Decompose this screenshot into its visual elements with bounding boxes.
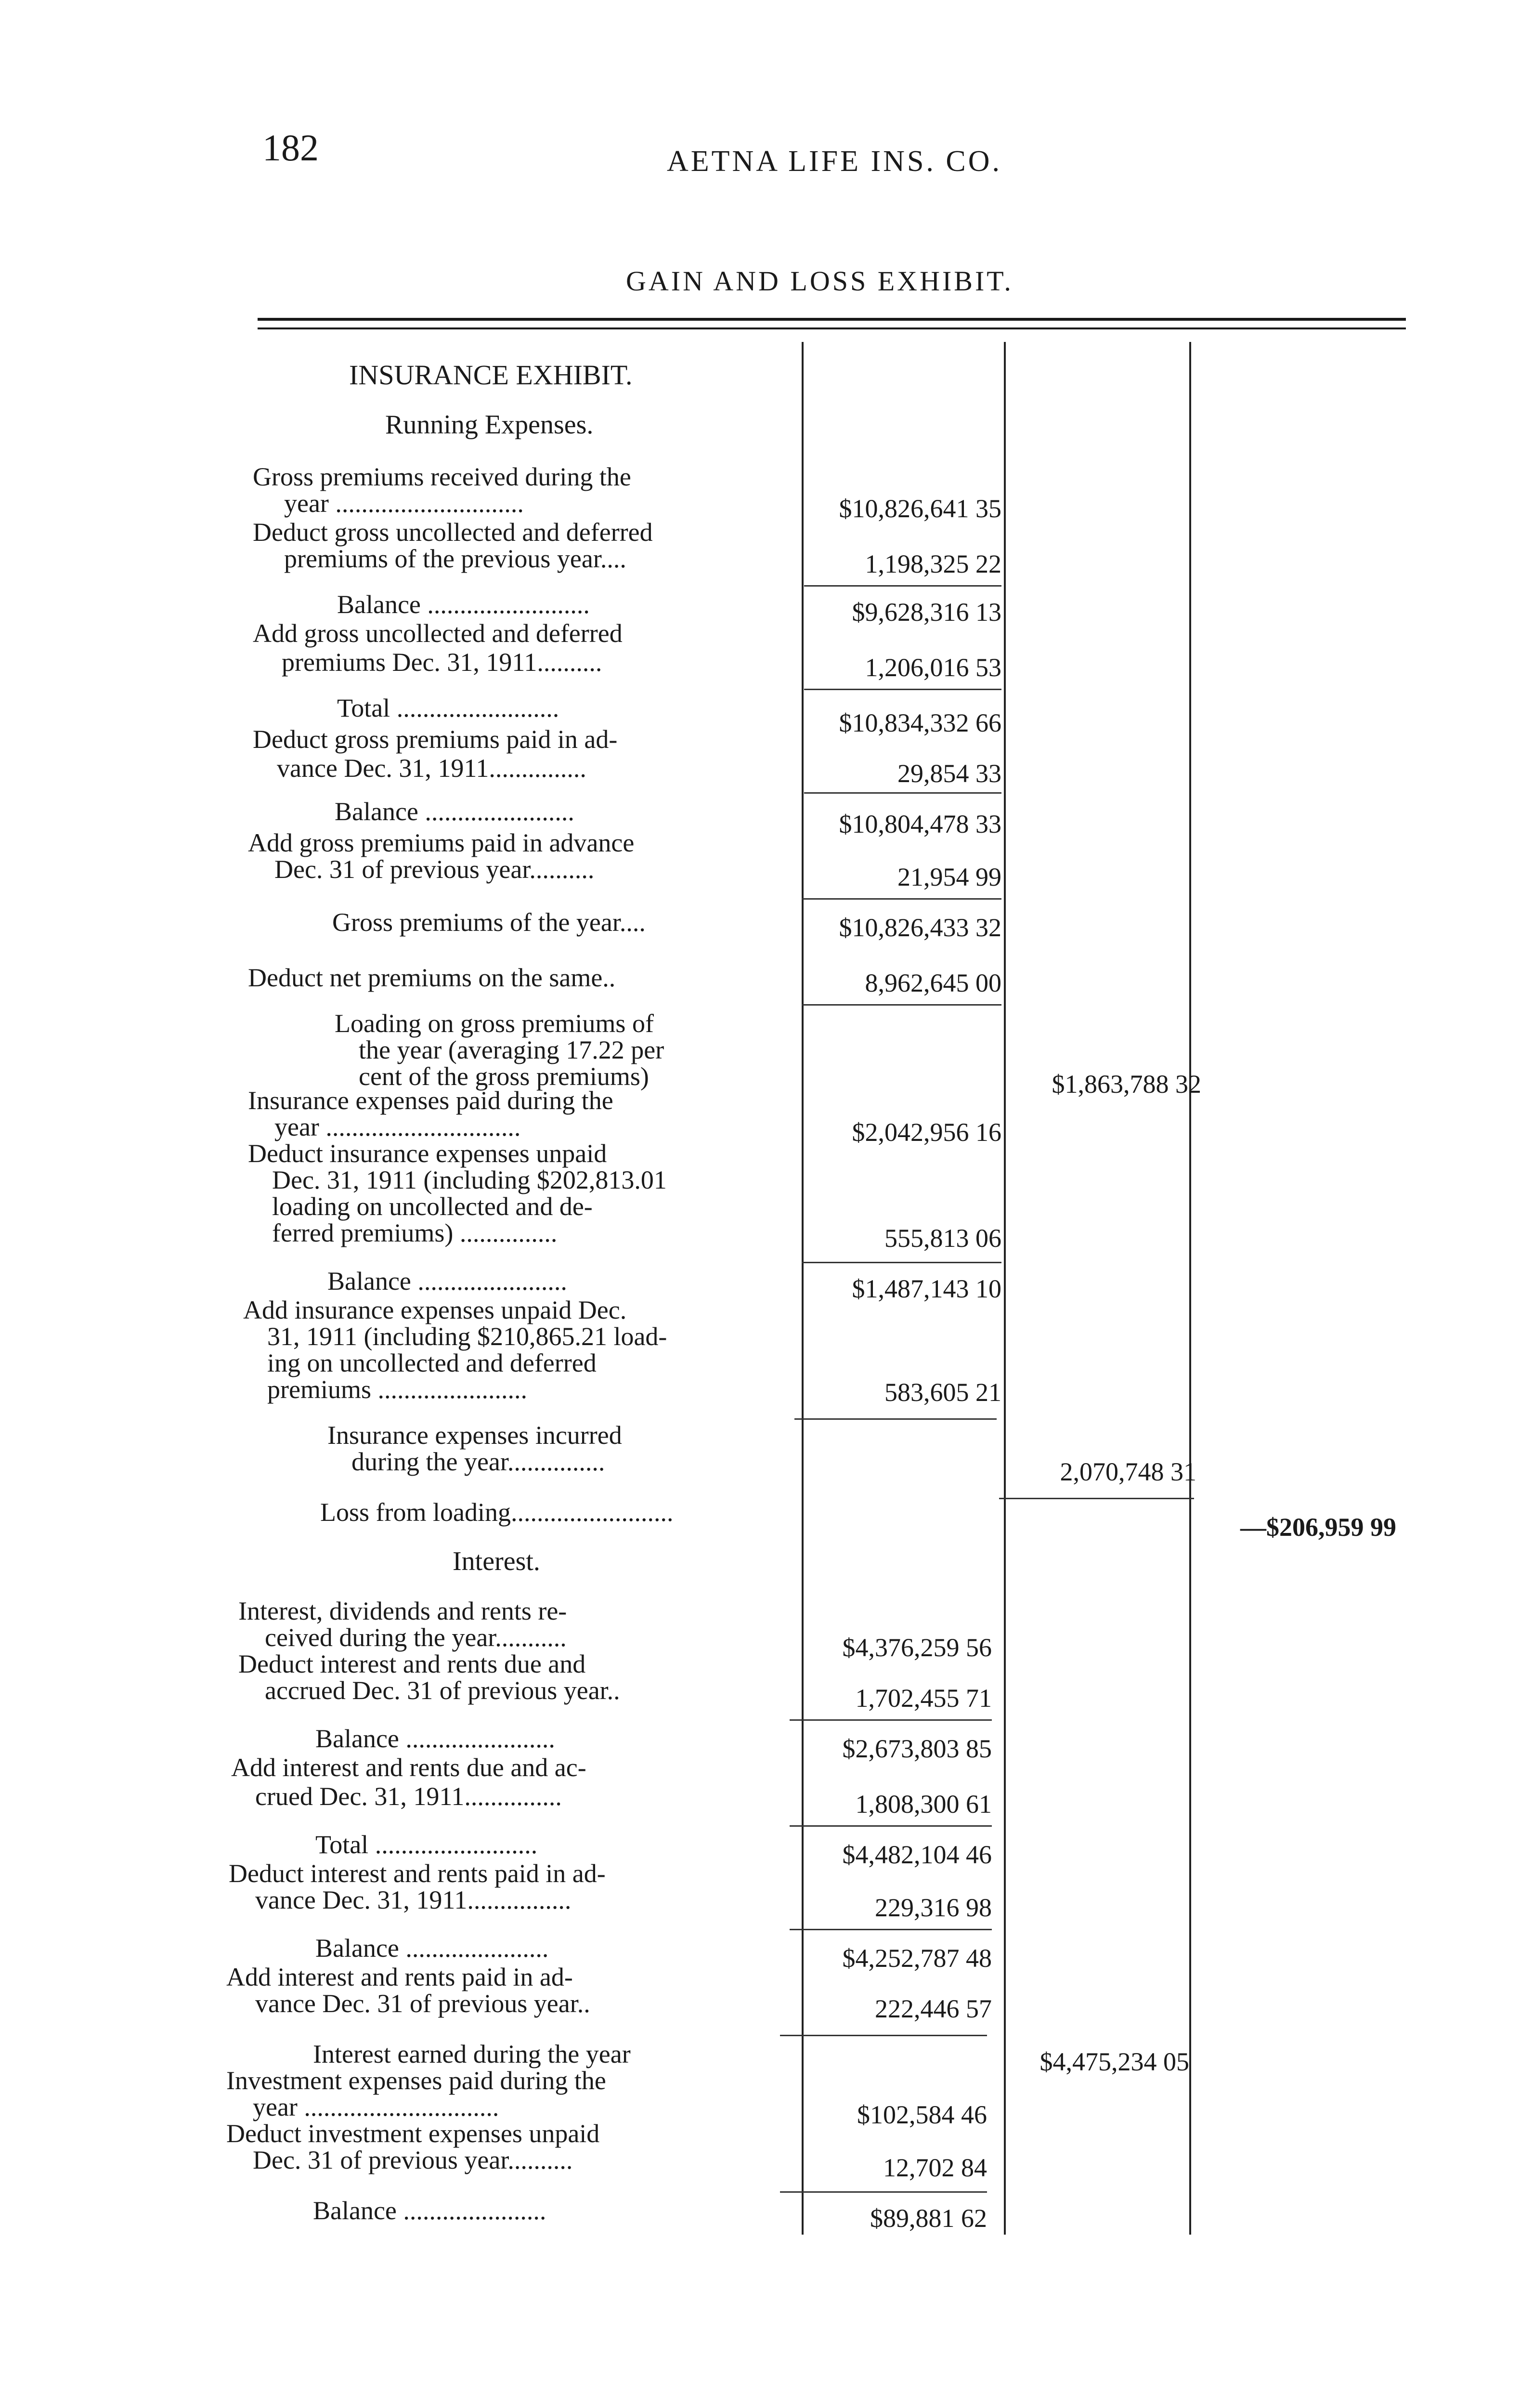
sum-rule (790, 1825, 992, 1827)
line-deduct-investment-unpaid-cont: Dec. 31 of previous year.......... (253, 2146, 573, 2174)
value-balance-4: $2,673,803 85 (842, 1734, 992, 1763)
value-deduct-uncollected: 1,198,325 22 (865, 550, 1001, 578)
value-deduct-interest-advance: 229,316 98 (875, 1893, 992, 1922)
line-deduct-investment-unpaid: Deduct investment expenses unpaid (226, 2119, 600, 2148)
line-add-interest-due: Add interest and rents due and ac- (231, 1753, 586, 1782)
value-investment-paid: $102,584 46 (857, 2100, 987, 2129)
sum-rule (790, 1719, 992, 1721)
top-rule-2 (258, 327, 1406, 329)
sum-rule (802, 1262, 1001, 1263)
value-balance-2: $10,804,478 33 (839, 810, 1001, 838)
value-deduct-ins-unpaid: 555,813 06 (884, 1224, 1001, 1253)
line-add-ins-unpaid-1: Add insurance expenses unpaid Dec. (243, 1296, 627, 1324)
line-loading-2: the year (averaging 17.22 per (359, 1035, 664, 1064)
sum-rule (794, 1418, 997, 1420)
value-loss-from-loading: —$206,959 99 (1240, 1513, 1396, 1542)
line-deduct-uncollected-cont: premiums of the previous year.... (284, 544, 626, 573)
line-add-ins-unpaid-2: 31, 1911 (including $210,865.21 load- (267, 1322, 667, 1351)
value-ins-exp-paid: $2,042,956 16 (852, 1118, 1001, 1147)
value-ins-incurred: 2,070,748 31 (1060, 1457, 1196, 1486)
line-loading-3: cent of the gross premiums) (359, 1062, 649, 1091)
line-deduct-interest-due-cont: accrued Dec. 31 of previous year.. (265, 1676, 620, 1705)
line-deduct-ins-unpaid-3: loading on uncollected and de- (272, 1192, 593, 1221)
running-head: AETNA LIFE INS. CO. (667, 145, 1002, 178)
sum-rule (999, 1498, 1194, 1499)
line-interest-received: Interest, dividends and rents re- (238, 1597, 567, 1625)
line-deduct-ins-unpaid-2: Dec. 31, 1911 (including $202,813.01 (272, 1165, 667, 1194)
top-rule-1 (258, 318, 1406, 321)
line-total-2: Total ......................... (315, 1830, 538, 1859)
sum-rule (790, 1929, 992, 1930)
line-ins-exp-paid-cont: year .............................. (274, 1112, 521, 1141)
column-divider-3 (1189, 342, 1191, 2235)
line-deduct-uncollected: Deduct gross uncollected and deferred (253, 518, 653, 547)
value-balance-1: $9,628,316 13 (852, 598, 1001, 627)
line-deduct-interest-due: Deduct interest and rents due and (238, 1649, 586, 1678)
line-add-advance-cont: Dec. 31 of previous year.......... (274, 855, 595, 884)
sum-rule (802, 1004, 1001, 1006)
line-balance-5: Balance ...................... (315, 1934, 549, 1963)
line-add-interest-due-cont: crued Dec. 31, 1911............... (255, 1782, 562, 1811)
line-deduct-advance: Deduct gross premiums paid in ad- (253, 725, 618, 754)
value-add-advance: 21,954 99 (897, 863, 1001, 891)
exhibit-title: GAIN AND LOSS EXHIBIT. (626, 265, 1013, 297)
page-number: 182 (262, 127, 319, 169)
value-deduct-interest-due: 1,702,455 71 (855, 1684, 992, 1713)
line-gross-premiums: Gross premiums received during the (253, 462, 631, 491)
line-add-uncollected: Add gross uncollected and deferred (253, 619, 623, 648)
line-deduct-net-premiums: Deduct net premiums on the same.. (248, 963, 616, 992)
column-divider-2 (1004, 342, 1006, 2235)
line-deduct-advance-cont: vance Dec. 31, 1911............... (277, 754, 586, 783)
subsection-interest: Interest. (453, 1546, 540, 1576)
line-deduct-interest-advance-cont: vance Dec. 31, 1911................ (255, 1885, 572, 1914)
value-deduct-net-premiums: 8,962,645 00 (865, 968, 1001, 997)
value-total-1: $10,834,332 66 (839, 708, 1001, 737)
value-deduct-advance: 29,854 33 (897, 759, 1001, 788)
value-gross-premiums: $10,826,641 35 (839, 494, 1001, 523)
line-add-uncollected-cont: premiums Dec. 31, 1911.......... (282, 648, 602, 677)
line-ins-incurred-2: during the year............... (351, 1447, 605, 1476)
value-add-interest-due: 1,808,300 61 (855, 1790, 992, 1819)
line-deduct-ins-unpaid-1: Deduct insurance expenses unpaid (248, 1139, 607, 1168)
line-add-interest-advance-cont: vance Dec. 31 of previous year.. (255, 1989, 590, 2018)
sum-rule (780, 2191, 987, 2193)
value-add-interest-advance: 222,446 57 (875, 1994, 992, 2023)
subsection-running-expenses: Running Expenses. (385, 410, 594, 440)
value-balance-6: $89,881 62 (870, 2204, 987, 2233)
sum-rule (804, 585, 1001, 587)
line-balance-3: Balance ....................... (327, 1267, 567, 1296)
sum-rule (804, 792, 1001, 794)
value-interest-earned: $4,475,234 05 (1039, 2047, 1189, 2076)
sum-rule (804, 689, 1001, 690)
value-balance-3: $1,487,143 10 (852, 1274, 1001, 1303)
sum-rule (802, 898, 1001, 900)
line-balance-1: Balance ......................... (337, 590, 590, 619)
value-add-uncollected: 1,206,016 53 (865, 653, 1001, 682)
value-balance-5: $4,252,787 48 (842, 1944, 992, 1973)
value-total-2: $4,482,104 46 (842, 1840, 992, 1869)
section-title: INSURANCE EXHIBIT. (349, 359, 633, 391)
line-investment-paid-cont: year .............................. (253, 2093, 499, 2121)
value-loading: $1,863,788 32 (1052, 1070, 1201, 1099)
value-add-ins-unpaid: 583,605 21 (884, 1378, 1001, 1407)
line-add-ins-unpaid-4: premiums ....................... (267, 1375, 527, 1404)
sum-rule (780, 2035, 987, 2036)
value-deduct-investment-unpaid: 12,702 84 (883, 2153, 987, 2182)
line-loading-1: Loading on gross premiums of (335, 1009, 654, 1038)
line-add-advance: Add gross premiums paid in advance (248, 828, 635, 857)
line-loss-from-loading: Loss from loading......................... (320, 1498, 674, 1527)
line-gross-premiums-cont: year ............................. (284, 489, 524, 518)
value-gross-premiums-year: $10,826,433 32 (839, 913, 1001, 942)
line-balance-2: Balance ....................... (335, 797, 574, 826)
line-deduct-ins-unpaid-4: ferred premiums) ............... (272, 1218, 558, 1247)
line-balance-6: Balance ...................... (313, 2196, 546, 2225)
value-interest-received: $4,376,259 56 (842, 1633, 992, 1662)
line-deduct-interest-advance: Deduct interest and rents paid in ad- (229, 1859, 606, 1888)
line-add-interest-advance: Add interest and rents paid in ad- (226, 1963, 573, 1991)
line-investment-paid: Investment expenses paid during the (226, 2066, 606, 2095)
line-interest-received-cont: ceived during the year........... (265, 1623, 567, 1652)
line-total-1: Total ......................... (337, 694, 559, 722)
line-ins-exp-paid: Insurance expenses paid during the (248, 1086, 613, 1115)
line-interest-earned: Interest earned during the year (313, 2040, 631, 2068)
line-ins-incurred-1: Insurance expenses incurred (327, 1421, 622, 1450)
line-balance-4: Balance ....................... (315, 1724, 555, 1753)
line-add-ins-unpaid-3: ing on uncollected and deferred (267, 1348, 597, 1377)
line-gross-premiums-year: Gross premiums of the year.... (332, 908, 646, 937)
